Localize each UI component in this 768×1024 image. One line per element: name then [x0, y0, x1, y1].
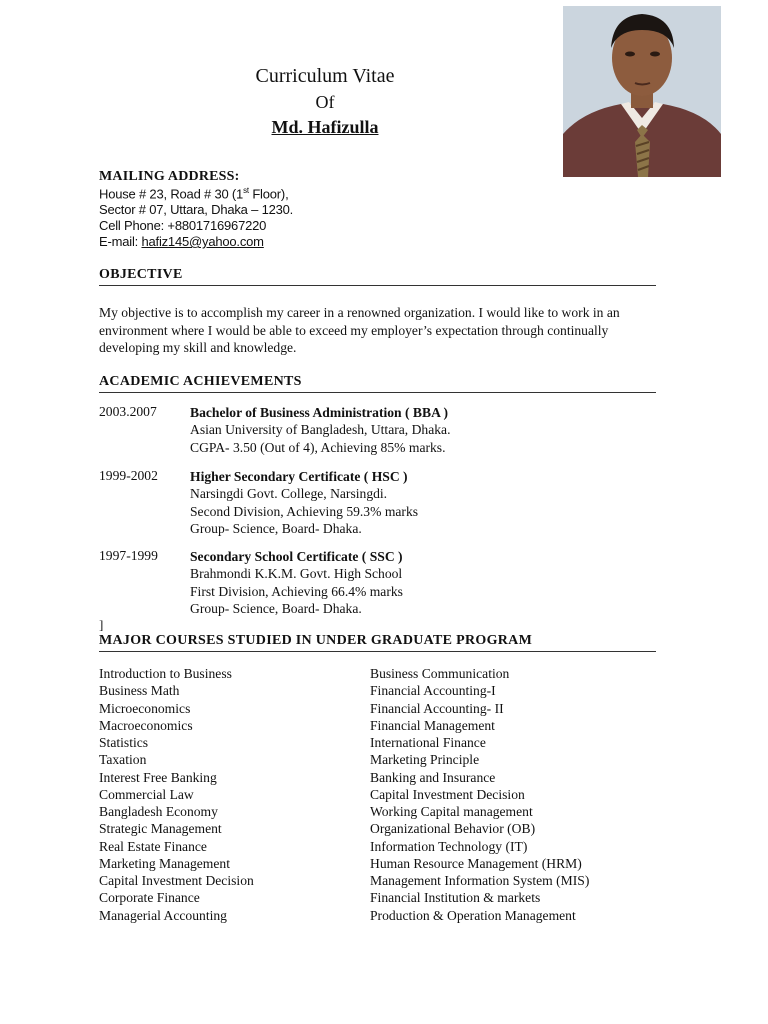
course-item: Working Capital management [370, 804, 533, 819]
course-item: Business Math [99, 683, 180, 699]
education-year: 1997-1999 [99, 548, 158, 563]
course-item: Corporate Finance [99, 890, 200, 906]
stray-bracket: ] [99, 617, 104, 632]
degree-detail: Narsingdi Govt. College, Narsingdi. [190, 486, 388, 502]
course-item: Managerial Accounting [99, 907, 227, 923]
document-title: Curriculum Vitae [255, 65, 395, 87]
course-item: Banking and Insurance [370, 769, 496, 785]
course-item: Commercial Law [99, 786, 194, 802]
degree-name: Bachelor of Business Administration ( BBA ) [190, 405, 449, 420]
courses-left-column [99, 665, 254, 924]
education-year: 2003.2007 [99, 404, 157, 419]
course-item: Business Communication [370, 666, 510, 681]
degree-name: Secondary School Certificate ( SSC ) [190, 549, 403, 564]
degree-detail: Group- Science, Board- Dhaka. [190, 520, 362, 536]
degree-detail: Second Division, Achieving 59.3% marks [190, 503, 419, 519]
course-item: Taxation [99, 752, 147, 768]
objective-text: My objective is to accomplish my career in a renowned organization. I would like to work in an environment where I would be able to exceed my employer’s expectation through continually developing my skill and knowledge. [99, 305, 620, 355]
academic-divider [99, 392, 656, 393]
course-item: Capital Investment Decision [370, 786, 525, 802]
course-item: Financial Management [370, 717, 495, 733]
course-item: Financial Accounting-I [370, 683, 496, 699]
course-item: Microeconomics [99, 700, 191, 716]
degree-detail: First Division, Achieving 66.4% marks [190, 583, 403, 599]
course-item: Strategic Management [99, 821, 222, 837]
address-line-1: House # 23, Road # 30 (1st Floor), [99, 186, 289, 202]
course-item: Interest Free Banking [99, 769, 217, 785]
degree-detail: Asian University of Bangladesh, Uttara, Dhaka. [190, 422, 451, 438]
courses-right-column [370, 665, 589, 924]
course-item: Information Technology (IT) [370, 838, 528, 854]
degree-detail: CGPA- 3.50 (Out of 4), Achieving 85% marks. [190, 439, 446, 455]
course-item: Introduction to Business [99, 666, 232, 681]
education-entry [190, 404, 450, 456]
title-of: Of [315, 92, 335, 112]
profile-photo [563, 6, 721, 177]
course-item: Marketing Management [99, 855, 230, 871]
degree-detail: Brahmondi K.K.M. Govt. High School [190, 566, 403, 582]
address-line-2: Sector # 07, Uttara, Dhaka – 1230. [99, 202, 294, 217]
course-item: Macroeconomics [99, 717, 193, 733]
education-entry [190, 548, 403, 617]
academic-heading: ACADEMIC ACHIEVEMENTS [99, 374, 302, 389]
course-item: Human Resource Management (HRM) [370, 855, 582, 871]
candidate-name: Md. Hafizulla [271, 117, 379, 137]
courses-divider [99, 651, 656, 652]
email-line: E-mail: hafiz145@yahoo.com [99, 234, 264, 249]
mailing-address-heading: MAILING ADDRESS: [99, 169, 240, 184]
cell-phone: Cell Phone: +8801716967220 [99, 218, 267, 233]
degree-detail: Group- Science, Board- Dhaka. [190, 600, 362, 616]
course-item: Marketing Principle [370, 752, 480, 768]
education-entry [190, 468, 418, 537]
course-item: Management Information System (MIS) [370, 873, 590, 888]
course-item: Capital Investment Decision [99, 873, 254, 888]
objective-heading: OBJECTIVE [99, 267, 183, 282]
courses-heading: MAJOR COURSES STUDIED IN UNDER GRADUATE PROGRAM [99, 633, 533, 648]
portrait-image [563, 6, 721, 177]
email-link[interactable]: hafiz145@yahoo.com [141, 234, 264, 249]
objective-divider [99, 285, 656, 286]
course-item: International Finance [370, 735, 486, 750]
course-item: Bangladesh Economy [99, 804, 218, 819]
course-item: Financial Accounting- II [370, 700, 504, 716]
education-year: 1999-2002 [99, 468, 158, 483]
course-item: Production & Operation Management [370, 907, 576, 923]
course-item: Real Estate Finance [99, 838, 207, 854]
course-item: Organizational Behavior (OB) [370, 821, 536, 837]
degree-name: Higher Secondary Certificate ( HSC ) [190, 469, 408, 484]
course-item: Financial Institution & markets [370, 890, 541, 906]
course-item: Statistics [99, 735, 149, 750]
